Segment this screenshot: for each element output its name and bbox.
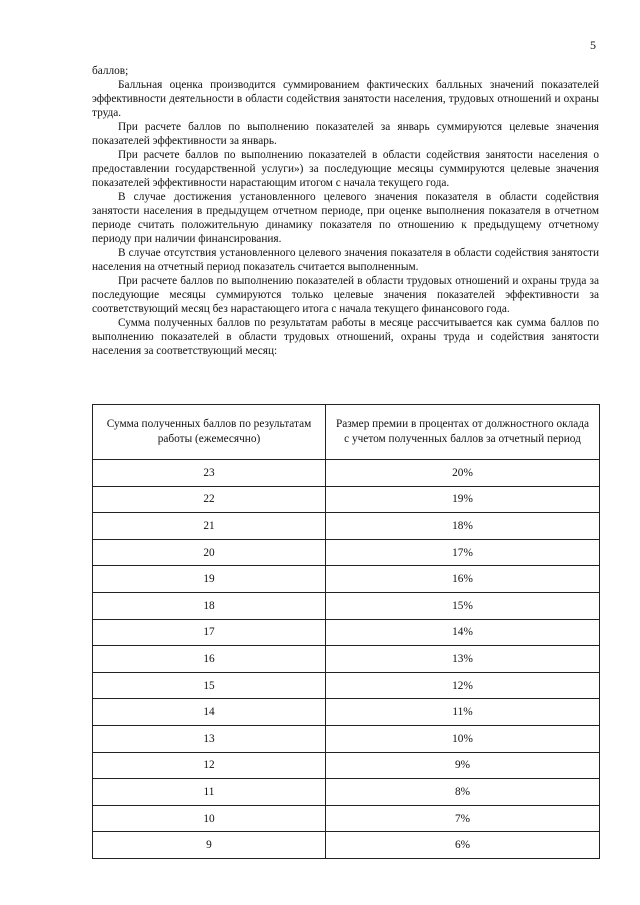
paragraph: При расчете баллов по выполнению показателей в области трудовых отношений и охраны труда за последующие месяцы суммируются только целевые значения показателей эффективности за соответствующий месяц без нарастающего итога с начала текущего финансового года. [92, 275, 599, 315]
bonus-cell: 16% [326, 566, 600, 593]
header-bonus-percent: Размер премии в процентах от должностного оклада с учетом полученных баллов за отчетный период [326, 405, 600, 460]
table-row [93, 752, 600, 779]
score-cell: 9 [93, 832, 326, 859]
bonus-cell: 12% [326, 672, 600, 699]
score-cell: 21 [93, 513, 326, 540]
score-cell: 12 [93, 752, 326, 779]
paragraph: Сумма полученных баллов по результатам работы в месяце рассчитывается как сумма баллов по выполнению показателей в области трудовых отношений, охраны труда и содействия занятости населения за соответствующий месяц: [92, 317, 599, 357]
bonus-cell: 7% [326, 805, 600, 832]
score-cell: 14 [93, 699, 326, 726]
header-score-sum: Сумма полученных баллов по результатам работы (ежемесячно) [93, 405, 326, 460]
score-cell: 15 [93, 672, 326, 699]
score-cell: 10 [93, 805, 326, 832]
bonus-cell: 8% [326, 779, 600, 806]
bonus-cell: 15% [326, 592, 600, 619]
paragraph: баллов; [92, 65, 129, 77]
score-cell: 16 [93, 646, 326, 673]
bonus-cell: 18% [326, 513, 600, 540]
paragraph: Балльная оценка производится суммированием фактических балльных значений показателей эффективности деятельности в области содействия занятости населения, трудовых отношений и охраны труда. [92, 79, 599, 119]
bonus-cell: 6% [326, 832, 600, 859]
bonus-cell: 14% [326, 619, 600, 646]
bonus-cell: 13% [326, 646, 600, 673]
paragraph: В случае отсутствия установленного целевого значения показателя в области содействия занятости населения на отчетный период показатель считается выполненным. [92, 247, 599, 273]
body-text [92, 64, 599, 358]
paragraph: При расчете баллов по выполнению показателей за январь суммируются целевые значения показателей эффективности за январь. [92, 121, 599, 147]
table-row [93, 699, 600, 726]
table-row [93, 672, 600, 699]
table-row [93, 725, 600, 752]
score-cell: 23 [93, 460, 326, 487]
table-row [93, 832, 600, 859]
bonus-table [92, 404, 600, 859]
table-row [93, 460, 600, 487]
table-row [93, 539, 600, 566]
score-cell: 17 [93, 619, 326, 646]
bonus-cell: 10% [326, 725, 600, 752]
table-row [93, 619, 600, 646]
table-row [93, 592, 600, 619]
score-cell: 18 [93, 592, 326, 619]
score-cell: 11 [93, 779, 326, 806]
score-cell: 19 [93, 566, 326, 593]
page-number: 5 [590, 38, 596, 52]
paragraph: При расчете баллов по выполнению показателей в области содействия занятости населения о предоставлении государственной услуги») за последующие месяцы суммируются целевые значения показателей эффективности нарастающим итогом с начала текущего года. [92, 149, 599, 189]
table-row [93, 646, 600, 673]
score-cell: 22 [93, 486, 326, 513]
bonus-cell: 19% [326, 486, 600, 513]
score-cell: 20 [93, 539, 326, 566]
table-header-row [93, 405, 600, 460]
table-row [93, 513, 600, 540]
bonus-cell: 17% [326, 539, 600, 566]
table-row [93, 566, 600, 593]
score-cell: 13 [93, 725, 326, 752]
bonus-cell: 9% [326, 752, 600, 779]
table-row [93, 805, 600, 832]
bonus-cell: 20% [326, 460, 600, 487]
bonus-cell: 11% [326, 699, 600, 726]
table-row [93, 779, 600, 806]
table-row [93, 486, 600, 513]
paragraph: В случае достижения установленного целевого значения показателя в области содействия занятости населения в предыдущем отчетном периоде, при оценке выполнения показателя в отчетном периоде считать положительную динамику показателя по отношению к предыдущему отчетному периоду при наличии финансирования. [92, 191, 599, 245]
